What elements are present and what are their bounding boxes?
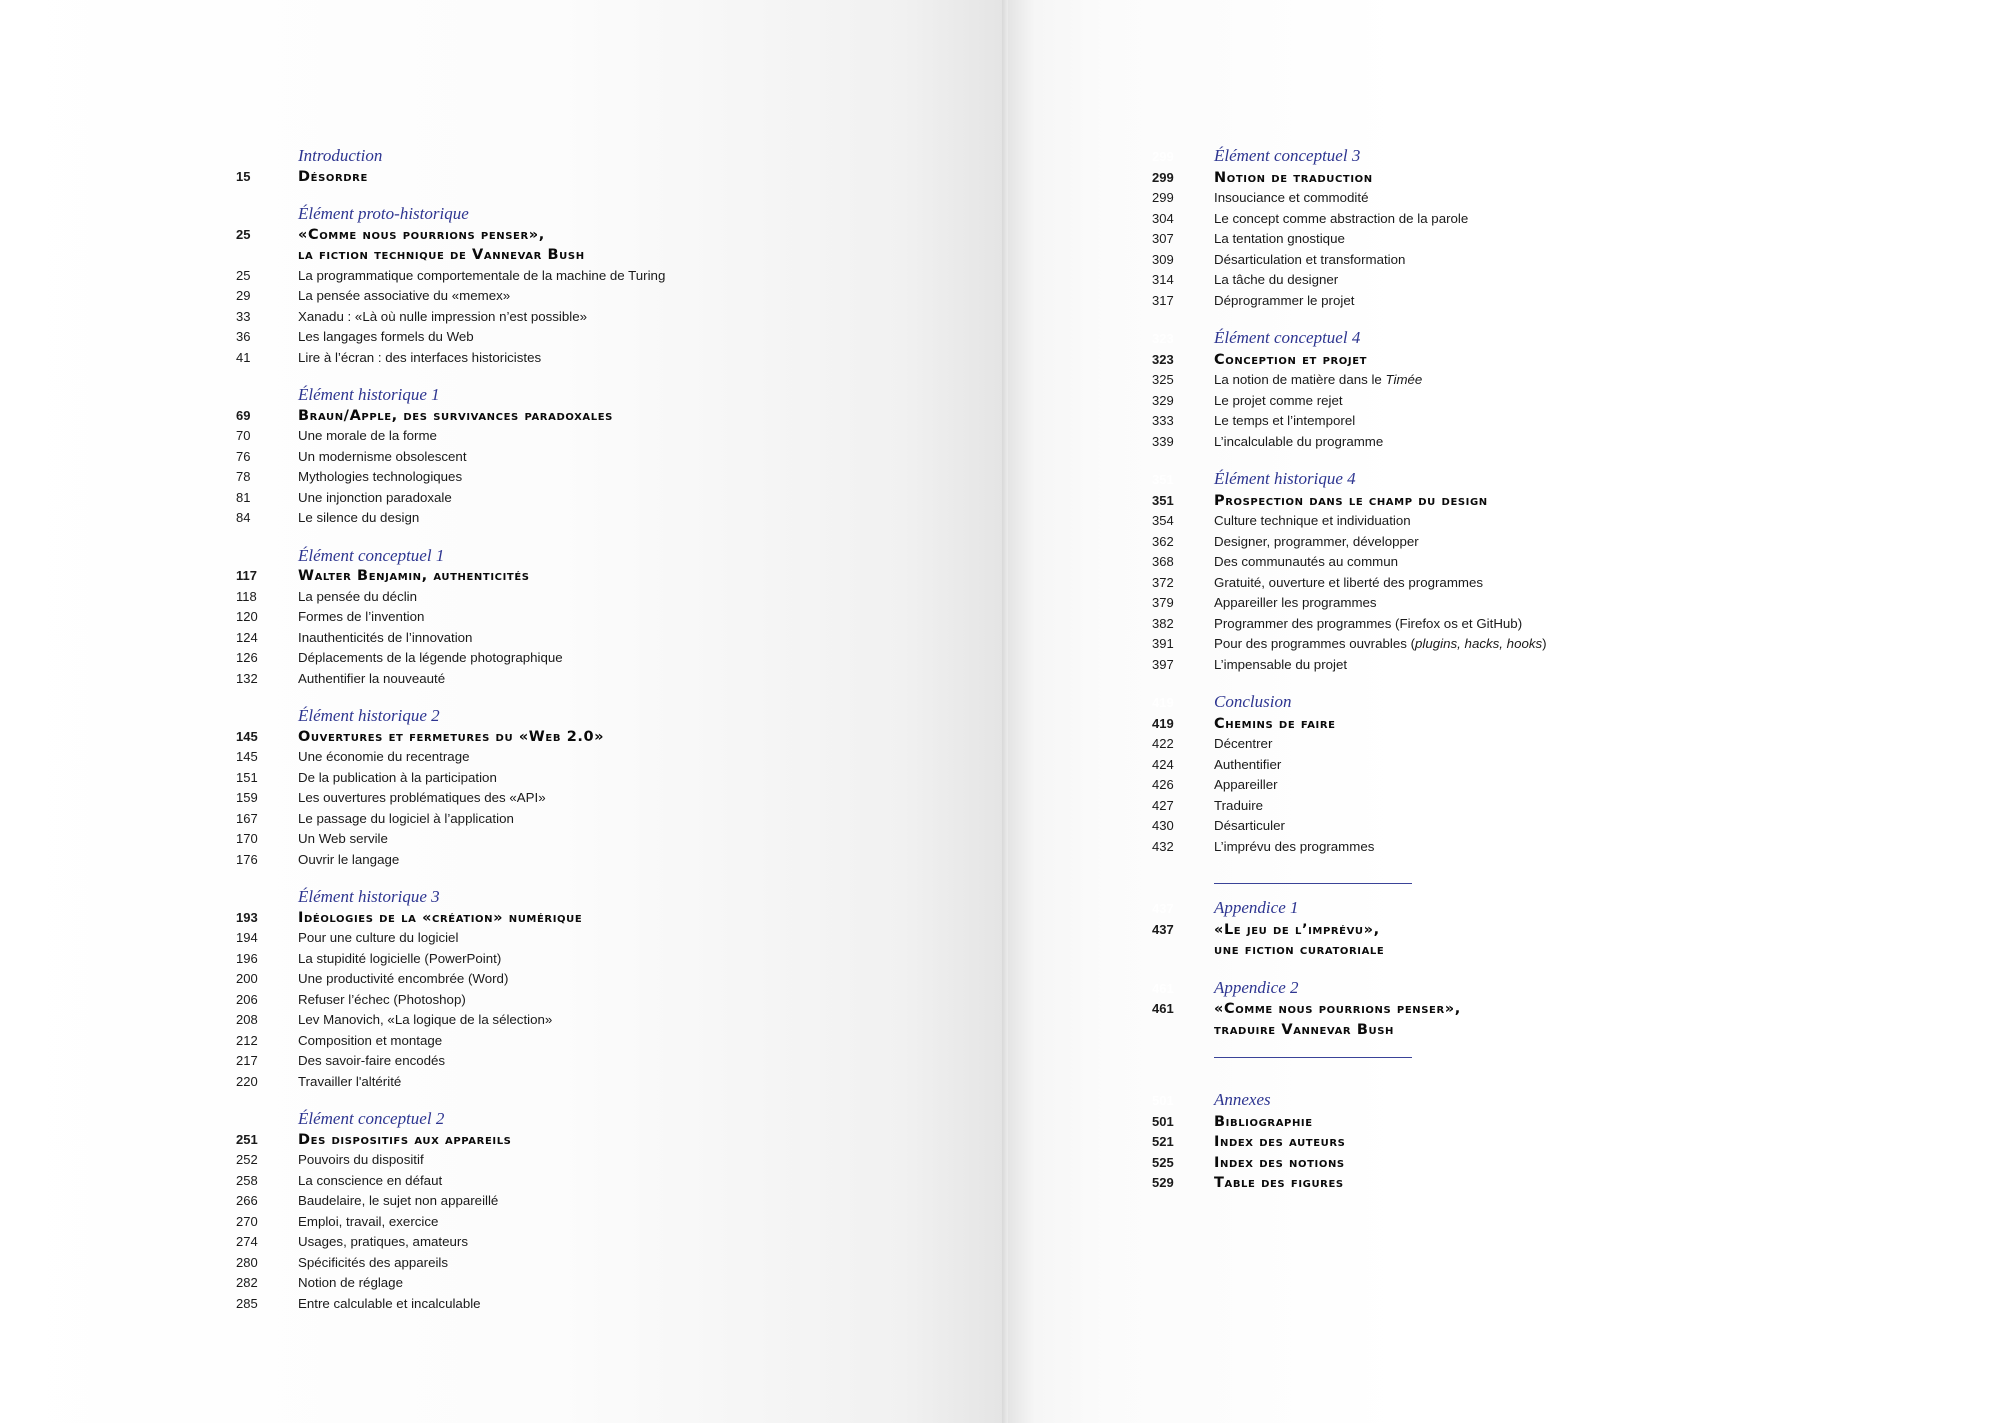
subsection-page: 120 bbox=[236, 609, 258, 624]
subsection-entry[interactable] bbox=[236, 508, 665, 529]
chapter-entry[interactable] bbox=[1152, 491, 1547, 512]
subsection-page: 41 bbox=[236, 349, 251, 365]
subsection-title: Lev Manovich, «La logique de la sélection» bbox=[298, 1012, 553, 1027]
subsection-entry[interactable] bbox=[236, 1072, 665, 1093]
chapter-title: Ouvertures et fermetures du «Web 2.0» bbox=[298, 728, 605, 745]
divider-rule bbox=[1214, 1057, 1412, 1058]
subsection-title: Refuser l’échec (Photoshop) bbox=[298, 991, 466, 1007]
subsection-page: 167 bbox=[236, 810, 258, 826]
subsection-page: 325 bbox=[1152, 372, 1174, 387]
subsection-title: Spécificités des appareils bbox=[298, 1254, 449, 1270]
chapter-page: 25 bbox=[236, 226, 251, 242]
subsection-entry[interactable] bbox=[236, 447, 665, 468]
subsection-entry[interactable] bbox=[1152, 796, 1547, 817]
subsection-entry[interactable] bbox=[236, 928, 665, 949]
subsection-entry[interactable] bbox=[1152, 775, 1547, 796]
subsection-page: 194 bbox=[236, 930, 258, 945]
subsection-entry[interactable] bbox=[236, 1150, 665, 1171]
subsection-entry[interactable] bbox=[236, 648, 665, 669]
subsection-entry[interactable] bbox=[236, 266, 665, 287]
subsection-entry[interactable] bbox=[1152, 209, 1547, 230]
subsection-entry[interactable] bbox=[236, 850, 665, 871]
subsection-entry[interactable] bbox=[236, 669, 665, 690]
subsection-title: Travailler l'altérité bbox=[298, 1073, 402, 1089]
subsection-page: 132 bbox=[236, 670, 258, 686]
annex-entry[interactable] bbox=[1152, 1153, 1547, 1174]
subsection-entry[interactable] bbox=[1152, 229, 1547, 250]
subsection-entry[interactable] bbox=[236, 488, 665, 509]
chapter-title: Idéologies de la «création» numérique bbox=[298, 909, 583, 926]
section-label: Élément historique 4 bbox=[1214, 469, 1356, 488]
subsection-page: 368 bbox=[1152, 554, 1174, 569]
subsection-title: Authentifier la nouveauté bbox=[298, 670, 446, 686]
subsection-entry[interactable] bbox=[236, 286, 665, 307]
annex-title: Table des figures bbox=[1214, 1175, 1344, 1191]
chapter-page: 419 bbox=[1152, 715, 1174, 731]
subsection-title: Traduire bbox=[1214, 797, 1264, 813]
subsection-title: Une économie du recentrage bbox=[298, 749, 470, 764]
subsection-entry[interactable] bbox=[1152, 370, 1547, 391]
annex-page: 521 bbox=[1152, 1134, 1174, 1149]
subsection-page: 196 bbox=[236, 950, 258, 966]
section-label: Élément conceptuel 1 bbox=[298, 545, 445, 565]
subsection-page: 217 bbox=[236, 1053, 258, 1068]
subsection-page: 329 bbox=[1152, 392, 1174, 408]
subsection-title: Formes de l’invention bbox=[298, 609, 425, 624]
subsection-entry[interactable] bbox=[236, 990, 665, 1011]
chapter-page: 323 bbox=[1152, 351, 1174, 367]
subsection-title: Appareiller bbox=[1214, 777, 1278, 792]
subsection-title: Le passage du logiciel à l’application bbox=[298, 810, 514, 826]
subsection-page: 382 bbox=[1152, 615, 1174, 631]
toc-section bbox=[1152, 328, 1547, 452]
toc-left-column bbox=[236, 146, 665, 1331]
subsection-title: Pouvoirs du dispositif bbox=[298, 1152, 424, 1167]
subsection-title: Appareiller les programmes bbox=[1214, 595, 1377, 610]
subsection-page: 304 bbox=[1152, 210, 1174, 226]
subsection-page: 426 bbox=[1152, 777, 1174, 792]
section-label: Élément historique 1 bbox=[298, 385, 440, 404]
ghost-page-number: 437 bbox=[1152, 901, 1174, 916]
annex-page: 525 bbox=[1152, 1154, 1174, 1170]
subsection-entry[interactable] bbox=[1152, 432, 1547, 453]
chapter-title: Désordre bbox=[298, 168, 368, 185]
subsection-title: Programmer des programmes (Firefox os et GitHub) bbox=[1214, 615, 1523, 631]
toc-right-column bbox=[1152, 146, 1547, 1211]
chapter-page: 117 bbox=[236, 568, 257, 583]
chapter-title: «Le jeu de l’imprévu», bbox=[1214, 921, 1380, 938]
subsection-title: De la publication à la participation bbox=[298, 769, 497, 785]
subsection-title: Ouvrir le langage bbox=[298, 851, 400, 867]
subsection-title: Le temps et l’intemporel bbox=[1214, 413, 1356, 428]
subsection-page: 252 bbox=[236, 1152, 258, 1167]
subsection-page: 314 bbox=[1152, 272, 1174, 287]
subsection-entry[interactable] bbox=[1152, 837, 1547, 858]
subsection-entry[interactable] bbox=[236, 327, 665, 348]
section-label: Appendice 2 bbox=[1214, 977, 1299, 997]
chapter-title: Walter Benjamin, authenticités bbox=[298, 568, 530, 584]
subsection-page: 84 bbox=[236, 510, 251, 525]
chapter-title: «Comme nous pourrions penser», bbox=[298, 226, 545, 243]
subsection-title: Les langages formels du Web bbox=[298, 329, 474, 344]
subsection-page: 29 bbox=[236, 288, 251, 303]
chapter-entry[interactable] bbox=[1152, 714, 1547, 735]
chapter-entry[interactable] bbox=[1152, 920, 1547, 941]
subsection-title: Le concept comme abstraction de la parole bbox=[1214, 210, 1469, 226]
subsection-page: 427 bbox=[1152, 797, 1174, 813]
subsection-entry[interactable] bbox=[1152, 270, 1547, 291]
subsection-page: 299 bbox=[1152, 190, 1174, 205]
chapter-title: Chemins de faire bbox=[1214, 715, 1336, 732]
chapter-page: 437 bbox=[1152, 921, 1174, 937]
subsection-entry[interactable] bbox=[1152, 734, 1547, 755]
subsection-title: Pour une culture du logiciel bbox=[298, 930, 459, 945]
subsection-page: 274 bbox=[236, 1234, 258, 1249]
subsection-title: La notion de matière dans le Timée bbox=[1214, 372, 1423, 387]
italic-term: Timée bbox=[1385, 372, 1423, 387]
section-label: Élément historique 3 bbox=[298, 887, 440, 906]
subsection-entry[interactable] bbox=[1152, 188, 1547, 209]
subsection-page: 432 bbox=[1152, 838, 1174, 854]
subsection-entry[interactable] bbox=[236, 829, 665, 850]
subsection-title: Insouciance et commodité bbox=[1214, 190, 1369, 205]
chapter-entry[interactable] bbox=[236, 225, 665, 246]
subsection-title: L’impensable du projet bbox=[1214, 656, 1348, 672]
section-label: Conclusion bbox=[1214, 692, 1292, 711]
subsection-entry[interactable] bbox=[1152, 552, 1547, 573]
subsection-entry[interactable] bbox=[236, 348, 665, 369]
subsection-entry[interactable] bbox=[236, 1171, 665, 1192]
chapter-entry[interactable] bbox=[1152, 168, 1547, 189]
subsection-title: Le silence du design bbox=[298, 510, 420, 525]
section-label: Annexes bbox=[1214, 1090, 1271, 1109]
subsection-entry[interactable] bbox=[236, 788, 665, 809]
subsection-page: 391 bbox=[1152, 636, 1174, 651]
subsection-title: Gratuité, ouverture et liberté des programmes bbox=[1214, 574, 1484, 590]
subsection-entry[interactable] bbox=[1152, 250, 1547, 271]
subsection-page: 124 bbox=[236, 629, 258, 645]
subsection-page: 317 bbox=[1152, 292, 1174, 308]
subsection-title: Notion de réglage bbox=[298, 1275, 403, 1290]
subsection-entry[interactable] bbox=[236, 1273, 665, 1294]
chapter-entry[interactable] bbox=[1152, 999, 1547, 1020]
section-label: Élément conceptuel 2 bbox=[298, 1109, 445, 1128]
toc-section bbox=[236, 385, 665, 529]
subsection-page: 282 bbox=[236, 1275, 258, 1290]
subsection-page: 379 bbox=[1152, 595, 1174, 610]
subsection-page: 78 bbox=[236, 469, 251, 484]
subsection-entry[interactable] bbox=[236, 969, 665, 990]
subsection-entry[interactable] bbox=[1152, 532, 1547, 553]
subsection-entry[interactable] bbox=[236, 1031, 665, 1052]
subsection-title: Entre calculable et incalculable bbox=[298, 1295, 481, 1311]
subsection-page: 212 bbox=[236, 1032, 258, 1048]
subsection-entry[interactable] bbox=[1152, 655, 1547, 676]
subsection-page: 200 bbox=[236, 971, 258, 986]
chapter-page: 193 bbox=[236, 909, 258, 925]
subsection-entry[interactable] bbox=[1152, 593, 1547, 614]
chapter-page: 15 bbox=[236, 168, 251, 184]
annex-entry[interactable] bbox=[1152, 1132, 1547, 1153]
subsection-title: La tâche du designer bbox=[1214, 272, 1339, 287]
subsection-entry[interactable] bbox=[236, 809, 665, 830]
subsection-title: Le projet comme rejet bbox=[1214, 392, 1343, 408]
subsection-page: 307 bbox=[1152, 231, 1174, 246]
subsection-entry[interactable] bbox=[236, 1294, 665, 1315]
subsection-title: Designer, programmer, développer bbox=[1214, 533, 1419, 549]
subsection-title: L’imprévu des programmes bbox=[1214, 838, 1375, 854]
subsection-entry[interactable] bbox=[236, 747, 665, 768]
subsection-title: Une injonction paradoxale bbox=[298, 489, 452, 505]
subsection-entry[interactable] bbox=[1152, 614, 1547, 635]
subsection-title: Authentifier bbox=[1214, 756, 1282, 772]
subsection-page: 397 bbox=[1152, 656, 1174, 672]
subsection-entry[interactable] bbox=[236, 607, 665, 628]
subsection-title: La stupidité logicielle (PowerPoint) bbox=[298, 950, 502, 966]
chapter-entry[interactable] bbox=[236, 727, 665, 748]
subsection-entry[interactable] bbox=[236, 1253, 665, 1274]
chapter-entry[interactable] bbox=[236, 908, 665, 929]
subsection-title: Une productivité encombrée (Word) bbox=[298, 971, 509, 986]
subsection-page: 25 bbox=[236, 267, 251, 283]
subsection-page: 270 bbox=[236, 1213, 258, 1229]
chapter-title: Conception et projet bbox=[1214, 351, 1368, 368]
subsection-page: 70 bbox=[236, 428, 251, 443]
divider-rule bbox=[1214, 883, 1412, 884]
subsection-page: 285 bbox=[236, 1295, 258, 1311]
toc-section bbox=[236, 706, 665, 870]
subsection-title: Inauthenticités de l’innovation bbox=[298, 629, 473, 645]
subsection-entry[interactable] bbox=[236, 1212, 665, 1233]
subsection-title: Déplacements de la légende photographique bbox=[298, 650, 563, 665]
subsection-page: 424 bbox=[1152, 756, 1174, 772]
subsection-entry[interactable] bbox=[236, 949, 665, 970]
subsection-entry[interactable] bbox=[1152, 291, 1547, 312]
toc-section bbox=[236, 204, 665, 368]
chapter-title: «Comme nous pourrions penser», bbox=[1214, 1001, 1461, 1017]
subsection-title: Xanadu : «Là où nulle impression n’est possible» bbox=[298, 308, 588, 324]
toc-section bbox=[1152, 692, 1547, 857]
section-label: Introduction bbox=[298, 146, 383, 165]
subsection-title: La pensée associative du «memex» bbox=[298, 288, 511, 303]
ghost-page-number: 299 bbox=[1152, 149, 1174, 164]
subsection-title: Mythologies technologiques bbox=[298, 469, 463, 484]
annex-page: 529 bbox=[1152, 1175, 1174, 1190]
subsection-title: Une morale de la forme bbox=[298, 428, 437, 443]
chapter-entry[interactable] bbox=[236, 566, 665, 587]
chapter-entry[interactable] bbox=[236, 406, 665, 427]
subsection-page: 372 bbox=[1152, 574, 1174, 590]
subsection-title: La tentation gnostique bbox=[1214, 231, 1345, 246]
toc-section bbox=[1152, 469, 1547, 675]
subsection-entry[interactable] bbox=[1152, 634, 1547, 655]
chapter-title: Des dispositifs aux appareils bbox=[298, 1131, 512, 1148]
ghost-page-number: 323 bbox=[1152, 331, 1174, 346]
subsection-title: Emploi, travail, exercice bbox=[298, 1213, 439, 1229]
chapter-title-line2: la fiction technique de Vannevar Bush bbox=[298, 247, 585, 263]
subsection-title: Composition et montage bbox=[298, 1032, 443, 1048]
subsection-page: 36 bbox=[236, 329, 251, 344]
subsection-title: Un modernisme obsolescent bbox=[298, 448, 467, 464]
chapter-page: 461 bbox=[1152, 1001, 1174, 1016]
chapter-page: 69 bbox=[236, 407, 251, 423]
subsection-page: 170 bbox=[236, 831, 258, 846]
section-label: Élément conceptuel 3 bbox=[1214, 146, 1361, 165]
subsection-title: Les ouvertures problématiques des «API» bbox=[298, 790, 546, 805]
annex-title: Bibliographie bbox=[1214, 1113, 1313, 1130]
subsection-page: 151 bbox=[236, 769, 258, 785]
subsection-page: 145 bbox=[236, 749, 258, 764]
subsection-page: 118 bbox=[236, 588, 257, 604]
chapter-title-line2: une fiction curatoriale bbox=[1214, 942, 1385, 958]
subsection-entry[interactable] bbox=[1152, 573, 1547, 594]
subsection-page: 422 bbox=[1152, 736, 1174, 751]
annex-page: 501 bbox=[1152, 1113, 1174, 1129]
subsection-page: 266 bbox=[236, 1193, 258, 1208]
toc-section bbox=[236, 1109, 665, 1314]
subsection-title: Lire à l’écran : des interfaces historicistes bbox=[298, 349, 542, 365]
chapter-title: Notion de traduction bbox=[1214, 169, 1373, 186]
toc-section bbox=[236, 546, 665, 690]
toc-section bbox=[1152, 146, 1547, 311]
chapter-title-line2: traduire Vannevar Bush bbox=[1214, 1021, 1395, 1038]
subsection-entry[interactable] bbox=[236, 1191, 665, 1212]
chapter-entry[interactable] bbox=[1152, 350, 1547, 371]
book-spine bbox=[1002, 0, 1008, 1423]
appendix-section bbox=[1152, 898, 1547, 961]
subsection-page: 333 bbox=[1152, 413, 1174, 428]
ghost-page-number: 501 bbox=[1152, 1093, 1174, 1108]
subsection-title: Culture technique et individuation bbox=[1214, 513, 1411, 528]
chapter-page: 251 bbox=[236, 1131, 258, 1147]
ghost-page-number: 419 bbox=[1152, 695, 1174, 710]
subsection-entry[interactable] bbox=[1152, 391, 1547, 412]
subsection-entry[interactable] bbox=[236, 1051, 665, 1072]
subsection-title: Un Web servile bbox=[298, 831, 388, 846]
subsection-page: 220 bbox=[236, 1073, 258, 1089]
subsection-page: 206 bbox=[236, 991, 258, 1007]
toc-section bbox=[236, 887, 665, 1092]
chapter-title: Prospection dans le champ du design bbox=[1214, 492, 1488, 509]
annex-entry[interactable] bbox=[1152, 1112, 1547, 1133]
subsection-entry[interactable] bbox=[236, 1010, 665, 1031]
subsection-page: 33 bbox=[236, 308, 251, 324]
subsection-entry[interactable] bbox=[236, 1232, 665, 1253]
subsection-page: 258 bbox=[236, 1172, 258, 1188]
subsection-title: Décentrer bbox=[1214, 736, 1273, 751]
subsection-entry[interactable] bbox=[236, 628, 665, 649]
section-label: Élément conceptuel 4 bbox=[1214, 328, 1361, 347]
subsection-page: 362 bbox=[1152, 533, 1174, 549]
chapter-page: 351 bbox=[1152, 492, 1174, 508]
subsection-title: Des savoir-faire encodés bbox=[298, 1053, 446, 1068]
subsection-title: L’incalculable du programme bbox=[1214, 433, 1384, 449]
subsection-page: 81 bbox=[236, 489, 251, 505]
section-label: Élément historique 2 bbox=[298, 706, 440, 725]
chapter-title: Braun/Apple, des survivances paradoxales bbox=[298, 407, 613, 424]
subsection-entry[interactable] bbox=[1152, 511, 1547, 532]
subsection-entry[interactable] bbox=[236, 467, 665, 488]
subsection-title: Pour des programmes ouvrables (plugins, hacks, hooks) bbox=[1214, 636, 1547, 651]
subsection-entry[interactable] bbox=[1152, 755, 1547, 776]
chapter-entry[interactable] bbox=[236, 1130, 665, 1151]
subsection-title: Désarticuler bbox=[1214, 818, 1285, 833]
subsection-page: 430 bbox=[1152, 818, 1174, 833]
subsection-title: La conscience en défaut bbox=[298, 1172, 443, 1188]
ghost-page-number: 351 bbox=[1152, 472, 1174, 487]
subsection-entry[interactable] bbox=[236, 426, 665, 447]
section-label: Appendice 1 bbox=[1214, 898, 1299, 917]
subsection-entry[interactable] bbox=[236, 307, 665, 328]
subsection-title: La programmatique comportementale de la machine de Turing bbox=[298, 267, 666, 283]
subsection-entry[interactable] bbox=[236, 768, 665, 789]
italic-term: plugins, hacks, hooks bbox=[1415, 636, 1543, 651]
section-label: Élément proto-historique bbox=[298, 204, 469, 223]
subsection-page: 280 bbox=[236, 1254, 258, 1270]
toc-section bbox=[236, 146, 665, 187]
subsection-page: 208 bbox=[236, 1012, 258, 1027]
subsection-title: La pensée du déclin bbox=[298, 588, 418, 604]
chapter-entry[interactable] bbox=[236, 167, 665, 188]
subsection-page: 76 bbox=[236, 448, 251, 464]
subsection-page: 126 bbox=[236, 650, 258, 665]
subsection-title: Usages, pratiques, amateurs bbox=[298, 1234, 468, 1249]
subsection-page: 159 bbox=[236, 790, 258, 805]
subsection-page: 354 bbox=[1152, 513, 1174, 528]
subsection-title: Baudelaire, le sujet non appareillé bbox=[298, 1193, 499, 1208]
annex-title: Index des notions bbox=[1214, 1154, 1345, 1171]
annex-entry[interactable] bbox=[1152, 1173, 1547, 1194]
subsection-page: 339 bbox=[1152, 433, 1174, 449]
chapter-page: 299 bbox=[1152, 169, 1174, 185]
annexes-section bbox=[1152, 1090, 1547, 1194]
subsection-entry[interactable] bbox=[1152, 411, 1547, 432]
ghost-page-number: 461 bbox=[1152, 980, 1174, 996]
annex-title: Index des auteurs bbox=[1214, 1134, 1346, 1150]
appendix-section bbox=[1152, 978, 1547, 1041]
subsection-entry[interactable] bbox=[236, 587, 665, 608]
chapter-page: 145 bbox=[236, 728, 258, 744]
subsection-title: Désarticulation et transformation bbox=[1214, 251, 1406, 267]
subsection-page: 176 bbox=[236, 851, 258, 867]
subsection-entry[interactable] bbox=[1152, 816, 1547, 837]
subsection-page: 309 bbox=[1152, 251, 1174, 267]
subsection-title: Des communautés au commun bbox=[1214, 554, 1399, 569]
subsection-title: Déprogrammer le projet bbox=[1214, 292, 1355, 308]
